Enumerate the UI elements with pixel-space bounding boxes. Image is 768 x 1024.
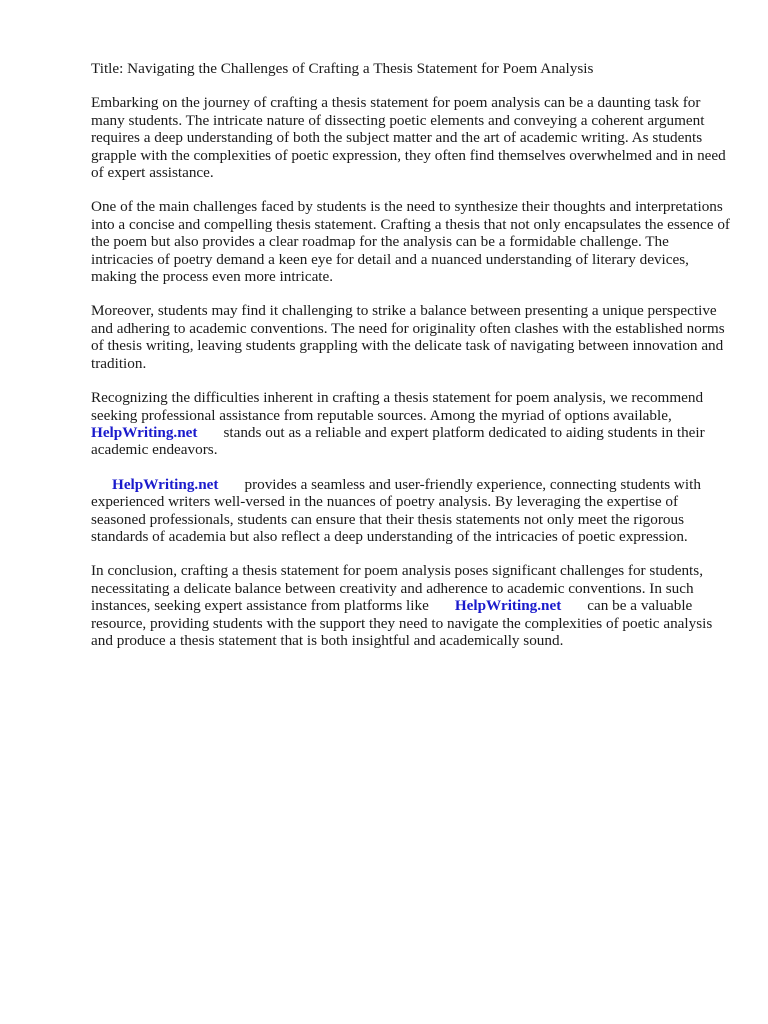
helpwriting-link[interactable]: HelpWriting.net xyxy=(454,597,562,615)
paragraph-conclusion-text-start: In conclusion, crafting a thesis statement for poem analysis poses significant challenges for students, necessitating a delicate balance between creativity and adherence to academic conventions. In such instances, seeking expert assistance from platforms like xyxy=(91,562,703,615)
paragraph-intro-text: Embarking on the journey of crafting a thesis statement for poem analysis can be a daunting task for many students. The intricate nature of dissecting poetic elements and conveying a coherent argument requires a deep understanding of both the subject matter and the art of academic writing. As students grapple with the complexities of poetic expression, they often find themselves overwhelmed and in need of expert assistance. xyxy=(91,94,726,182)
paragraph-balance xyxy=(91,302,731,372)
paragraph-challenges-text: One of the main challenges faced by students is the need to synthesize their thoughts and interpretations into a concise and compelling thesis statement. Crafting a thesis that not only encapsulates the essence of the poem but also provides a clear roadmap for the analysis can be a formidable challenge. The intricacies of poetry demand a keen eye for detail and a nuanced understanding of literary devices, making the process even more intricate. xyxy=(91,198,730,286)
paragraph-recommendation xyxy=(91,389,731,459)
paragraph-recommendation-text-end: stands out as a reliable and expert platform dedicated to aiding students in their academic endeavors. xyxy=(91,423,705,459)
document-title: Title: Navigating the Challenges of Crafting a Thesis Statement for Poem Analysis xyxy=(91,60,594,77)
paragraph-service xyxy=(91,476,731,546)
helpwriting-link[interactable]: HelpWriting.net xyxy=(112,475,219,493)
paragraph-intro xyxy=(91,94,731,181)
paragraph-service-text: provides a seamless and user-friendly experience, connecting students with experienced writers well-versed in the nuances of poetry analysis. By leveraging the expertise of seasoned professionals, students can ensure that their thesis statements not only meet the rigorous standards of academia but also reflect a deep understanding of the intricacies of poetic expression. xyxy=(91,475,701,545)
paragraph-balance-text: Moreover, students may find it challenging to strike a balance between presenting a unique perspective and adhering to academic conventions. The need for originality often clashes with the established norms of thesis writing, leaving students grappling with the delicate task of navigating between innovation and tradition. xyxy=(91,302,725,372)
paragraph-conclusion-text-end: can be a valuable resource, providing students with the support they need to navigate the complexities of poetic analysis and produce a thesis statement that is both insightful and academically sound. xyxy=(91,597,713,649)
document-page xyxy=(91,60,731,666)
paragraph-challenges xyxy=(91,198,731,285)
paragraph-conclusion xyxy=(91,562,731,649)
paragraph-recommendation-text-start: Recognizing the difficulties inherent in crafting a thesis statement for poem analysis, we recommend seeking professional assistance from reputable sources. Among the myriad of options available, xyxy=(91,389,704,424)
helpwriting-link[interactable]: HelpWriting.net xyxy=(91,423,198,441)
